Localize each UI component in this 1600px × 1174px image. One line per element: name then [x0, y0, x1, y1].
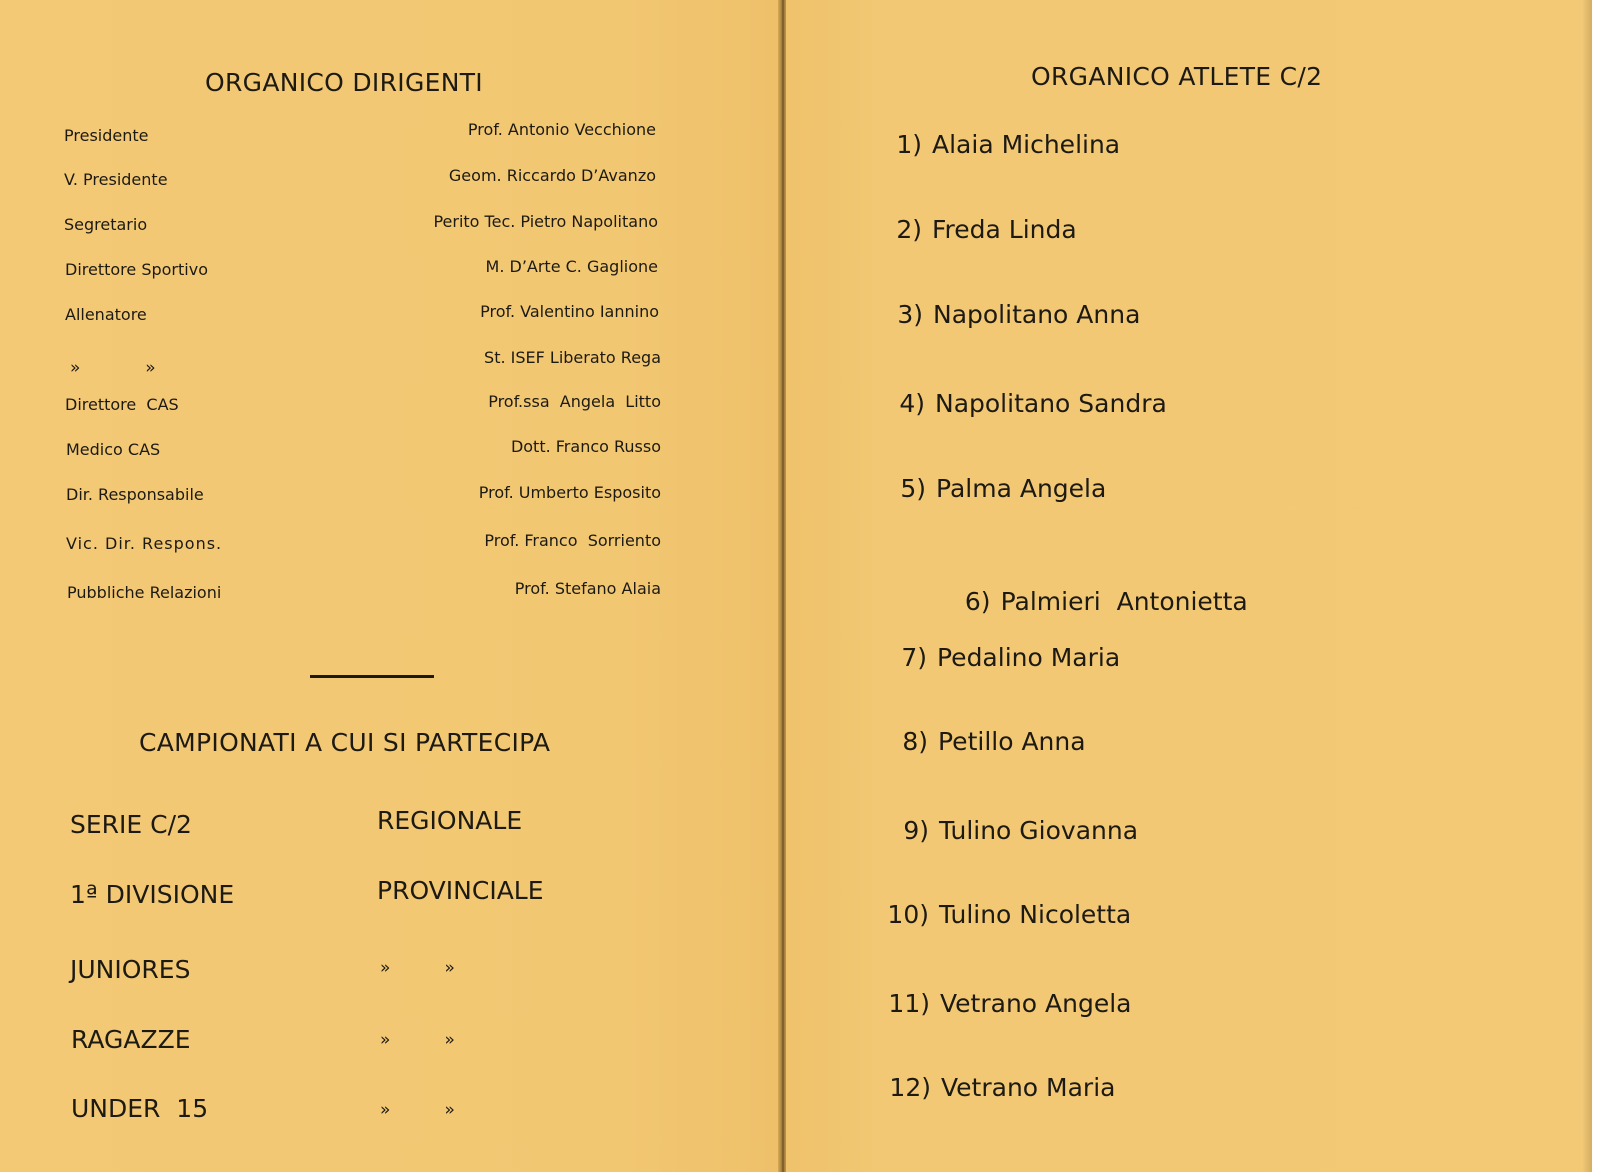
- athlete-name: Napolitano Anna: [933, 300, 1141, 329]
- dirigenti-row: [64, 120, 676, 160]
- dirigenti-row: [64, 392, 676, 429]
- dirigenti-row: [64, 212, 676, 249]
- person-name: Prof.ssa Angela Litto: [488, 392, 661, 411]
- athlete-number: 6): [964, 587, 991, 616]
- athlete-item: [884, 989, 1132, 1018]
- role-label: Allenatore: [65, 305, 147, 324]
- athlete-number: 12): [889, 1073, 931, 1102]
- series-label: JUNIORES: [70, 955, 191, 984]
- person-name: Geom. Riccardo D’Avanzo: [448, 166, 656, 185]
- series-label: UNDER 15: [71, 1094, 209, 1123]
- dirigenti-row: [64, 485, 676, 519]
- person-name: Prof. Franco Sorriento: [484, 531, 661, 550]
- athlete-name: Tulino Nicoletta: [939, 900, 1132, 929]
- athlete-name: Palma Angela: [936, 474, 1107, 503]
- athlete-item: [877, 300, 1140, 329]
- athlete-item: [876, 215, 1077, 244]
- series-label: 1ª DIVISIONE: [70, 880, 235, 909]
- athlete-number: 4): [899, 389, 925, 418]
- person-name: Dott. Franco Russo: [510, 437, 661, 456]
- role-label: Segretario: [64, 215, 148, 234]
- athlete-name: Petillo Anna: [938, 727, 1086, 756]
- role-label: Medico CAS: [66, 440, 161, 459]
- athlete-number: 8): [902, 727, 928, 756]
- right-page: [786, 0, 1592, 1172]
- athlete-number: 9): [903, 816, 929, 845]
- athlete-item: [881, 558, 1248, 645]
- series-label: SERIE C/2: [70, 810, 192, 839]
- dirigenti-list: [64, 120, 676, 640]
- person-name: St. ISEF Liberato Rega: [484, 348, 661, 367]
- athlete-item: [883, 816, 1138, 845]
- campionati-title: CAMPIONATI A CUI SI PARTECIPA: [139, 728, 551, 757]
- ditto-marks: » »: [380, 1100, 455, 1120]
- athlete-name: Vetrano Angela: [940, 989, 1132, 1018]
- athlete-item: [881, 643, 1120, 672]
- role-label: Vic. Dir. Respons.: [66, 534, 223, 553]
- role-label: V. Presidente: [64, 170, 168, 189]
- person-name: Prof. Antonio Vecchione: [467, 120, 656, 139]
- person-name: Perito Tec. Pietro Napolitano: [433, 212, 658, 231]
- dirigenti-row: [64, 579, 676, 617]
- athlete-item: [879, 389, 1167, 418]
- athlete-item: [883, 900, 1131, 929]
- page-edge-shadow: [1582, 0, 1592, 1172]
- athlete-item: [882, 727, 1086, 756]
- athlete-name: Alaia Michelina: [932, 130, 1121, 159]
- dirigenti-row: [64, 531, 676, 568]
- athlete-item: [876, 130, 1120, 159]
- athlete-number: 5): [900, 474, 926, 503]
- dirigenti-row: [64, 257, 676, 294]
- athlete-number: 10): [887, 900, 929, 929]
- athlete-item: [880, 474, 1106, 503]
- ditto-marks: » »: [380, 1030, 455, 1050]
- left-page: [0, 0, 780, 1172]
- person-name: Prof. Valentino Iannino: [480, 302, 659, 321]
- athlete-number: 7): [901, 643, 927, 672]
- dirigenti-title: ORGANICO DIRIGENTI: [205, 68, 483, 97]
- dirigenti-row: [64, 302, 676, 339]
- athlete-item: [885, 1073, 1115, 1102]
- athlete-name: Tulino Giovanna: [939, 816, 1139, 845]
- athlete-name: Vetrano Maria: [941, 1073, 1116, 1102]
- athlete-name: Napolitano Sandra: [935, 389, 1167, 418]
- level-label: PROVINCIALE: [377, 876, 544, 905]
- ditto-marks: » »: [380, 958, 455, 978]
- role-label: Presidente: [64, 126, 149, 145]
- role-label: Direttore CAS: [65, 395, 179, 414]
- athlete-name: Palmieri Antonietta: [1000, 587, 1248, 616]
- role-label: Pubbliche Relazioni: [67, 583, 222, 602]
- atlete-title: ORGANICO ATLETE C/2: [1031, 62, 1323, 91]
- dirigenti-row: [64, 348, 676, 386]
- level-label: REGIONALE: [377, 806, 523, 835]
- dirigenti-row: [64, 437, 676, 474]
- section-divider: [310, 675, 434, 678]
- role-label: Dir. Responsabile: [66, 485, 204, 504]
- athlete-name: Pedalino Maria: [937, 643, 1121, 672]
- dirigenti-row: [64, 166, 676, 204]
- athlete-number: 3): [897, 300, 923, 329]
- person-name: Prof. Stefano Alaia: [514, 579, 661, 598]
- ditto-marks: » »: [70, 358, 156, 378]
- athlete-number: 11): [888, 989, 930, 1018]
- role-label: Direttore Sportivo: [65, 260, 208, 279]
- athlete-number: 2): [896, 215, 922, 244]
- series-label: RAGAZZE: [71, 1025, 191, 1054]
- athlete-name: Freda Linda: [932, 215, 1077, 244]
- athlete-number: 1): [896, 130, 922, 159]
- person-name: Prof. Umberto Esposito: [478, 483, 661, 502]
- person-name: M. D’Arte C. Gaglione: [485, 257, 658, 276]
